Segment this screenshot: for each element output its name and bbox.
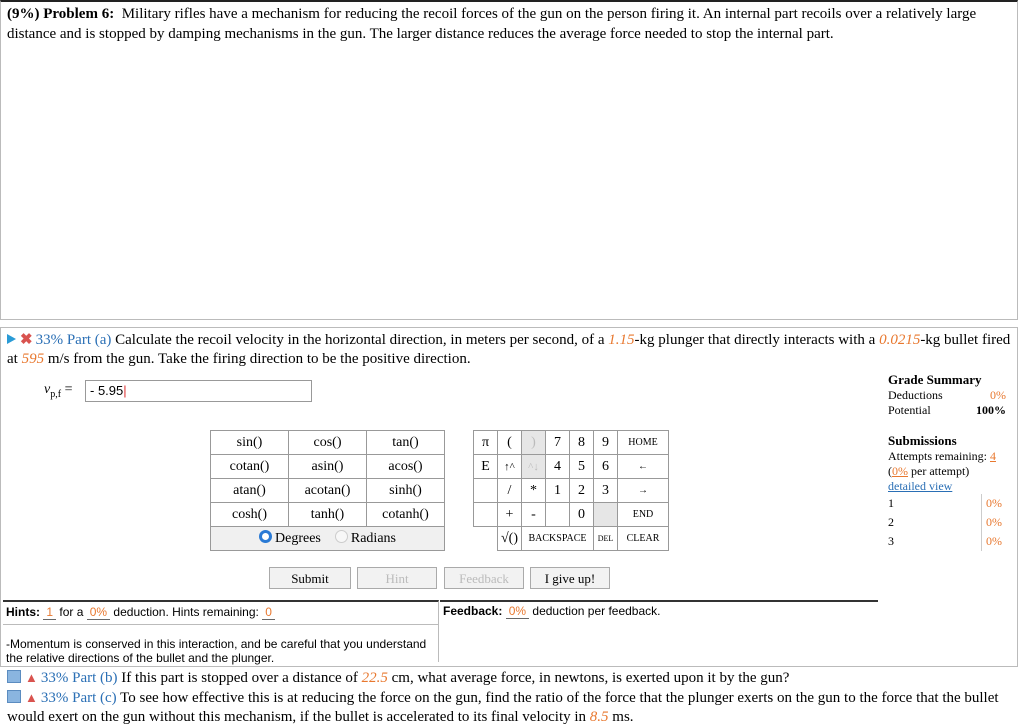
key-0[interactable]: 0 (570, 503, 594, 527)
submit-button[interactable]: Submit (269, 567, 351, 589)
part-a-text-1: Calculate the recoil velocity in the horizontal direction, in meters per second, of a (115, 332, 605, 348)
tanh-button[interactable]: tanh() (289, 503, 367, 527)
radians-label[interactable]: Radians (350, 531, 396, 546)
pi-button[interactable]: π (474, 431, 498, 455)
right-arrow-icon[interactable]: → (618, 479, 669, 503)
detailed-view-link[interactable]: detailed view (888, 479, 953, 493)
hints-for: for a (59, 605, 84, 619)
key-3[interactable]: 3 (594, 479, 618, 503)
atan-button[interactable]: atan() (211, 479, 289, 503)
feedback-pct: 0% (506, 604, 529, 619)
deductions-value: 0% (990, 388, 1006, 402)
hint-text: -Momentum is conserved in this interaction, and be careful that you understand the relative directions of the bullet and the plunger. (3, 624, 438, 665)
attempts-label: Attempts remaining: (888, 449, 987, 463)
warning-icon: ▲ (25, 670, 38, 685)
hints-panel (3, 600, 439, 665)
hints-pct: 0% (87, 605, 110, 620)
tan-button[interactable]: tan() (367, 431, 445, 455)
key-1[interactable]: 1 (546, 479, 570, 503)
cotan-button[interactable]: cotan() (211, 455, 289, 479)
key-9[interactable]: 9 (594, 431, 618, 455)
hints-remaining: 0 (262, 605, 275, 620)
key-6[interactable]: 6 (594, 455, 618, 479)
radians-radio[interactable] (335, 530, 348, 543)
deductions-label: Deductions (888, 388, 943, 402)
part-c-row (7, 688, 1019, 727)
acotan-button[interactable]: acotan() (289, 479, 367, 503)
per-attempt-pct: 0% (892, 464, 908, 478)
del-button[interactable]: DEL (594, 527, 618, 551)
multiply-button[interactable]: * (522, 479, 546, 503)
attempt-percent: 0% (981, 513, 1006, 532)
divide-button[interactable]: / (498, 479, 522, 503)
cotanh-button[interactable]: cotanh() (367, 503, 445, 527)
plus-button[interactable]: + (498, 503, 522, 527)
plunger-mass: 1.15 (608, 332, 635, 348)
attempt-number: 2 (888, 515, 894, 529)
bullet-mass: 0.0215 (879, 332, 921, 348)
part-a-text-4: m/s from the gun. Take the firing direction to be the positive direction. (47, 351, 471, 367)
stop-distance: 22.5 (361, 670, 388, 686)
key-7[interactable]: 7 (546, 431, 570, 455)
end-button[interactable]: END (618, 503, 669, 527)
hint-button[interactable]: Hint (357, 567, 437, 589)
empty-key (474, 503, 498, 527)
problem-text: Military rifles have a mechanism for reducing the recoil forces of the gun on the person firing it. An internal part recoils over a relatively large distance and is stopped by damping mechanisms in the gun. The larger distance reduces the average force needed to stop the internal part. (7, 6, 977, 42)
grade-title: Grade Summary (888, 372, 982, 387)
key-2[interactable]: 2 (570, 479, 594, 503)
feedback-text: deduction per feedback. (532, 604, 661, 618)
sqrt-button[interactable]: √() (498, 527, 522, 551)
degrees-radio[interactable] (259, 530, 272, 543)
key-5[interactable]: 5 (570, 455, 594, 479)
part-b-row (7, 668, 1019, 688)
warning-icon: ▲ (25, 690, 38, 705)
cosh-button[interactable]: cosh() (211, 503, 289, 527)
answer-eq: = (61, 382, 73, 397)
angle-mode (211, 527, 445, 551)
hints-label: Hints: (6, 605, 40, 619)
empty-key (594, 503, 618, 527)
calculator-keypad (210, 430, 669, 551)
part-b-text-2: cm, what average force, in newtons, is exerted upon it by the gun? (391, 670, 790, 686)
potential-label: Potential (888, 403, 931, 417)
superscript-down-button[interactable]: ^↓ (522, 455, 546, 479)
empty-key (546, 503, 570, 527)
open-paren-button[interactable]: ( (498, 431, 522, 455)
part-a-percent[interactable]: 33% Part (a) (35, 332, 112, 348)
attempt-number: 1 (888, 496, 894, 510)
potential-value: 100% (976, 403, 1006, 417)
sinh-button[interactable]: sinh() (367, 479, 445, 503)
key-8[interactable]: 8 (570, 431, 594, 455)
empty-key (474, 479, 498, 503)
close-paren-button[interactable]: ) (522, 431, 546, 455)
degrees-label[interactable]: Degrees (275, 531, 321, 546)
feedback-panel (440, 600, 878, 620)
e-button[interactable]: E (474, 455, 498, 479)
submissions-title: Submissions (888, 433, 957, 448)
asin-button[interactable]: asin() (289, 455, 367, 479)
hints-count: 1 (43, 605, 56, 620)
collapsed-icon[interactable] (7, 670, 21, 683)
bullet-speed: 595 (21, 351, 45, 367)
attempt-number: 3 (888, 534, 894, 548)
clear-button[interactable]: CLEAR (618, 527, 669, 551)
feedback-button[interactable]: Feedback (444, 567, 524, 589)
left-arrow-icon[interactable]: ← (618, 455, 669, 479)
hints-deduction: deduction. Hints remaining: (113, 605, 259, 619)
minus-button[interactable]: - (522, 503, 546, 527)
part-a-text-3: -kg bullet fired at (7, 332, 1011, 367)
feedback-label: Feedback: (443, 604, 503, 618)
give-up-button[interactable]: I give up! (530, 567, 610, 589)
per-attempt-label: per attempt) (911, 464, 970, 478)
problem-header: (9%) Problem 6: (7, 6, 115, 22)
home-button[interactable]: HOME (618, 431, 669, 455)
attempt-percent: 0% (981, 494, 1006, 513)
part-b-text-1: If this part is stopped over a distance of (121, 670, 358, 686)
problem-statement (0, 0, 1018, 320)
part-c-percent[interactable]: 33% Part (c) (40, 690, 117, 706)
incorrect-icon: ✖ (20, 332, 33, 348)
accel-time: 8.5 (589, 709, 609, 725)
answer-value: - 5.95 (90, 383, 124, 398)
attempts-remaining: 4 (989, 449, 996, 463)
grade-summary (888, 372, 1006, 418)
acos-button[interactable]: acos() (367, 455, 445, 479)
expand-arrow-icon[interactable] (7, 334, 16, 344)
part-a-text-2: -kg plunger that directly interacts with a (634, 332, 876, 348)
part-c-text-2: ms. (612, 709, 634, 725)
part-b-percent[interactable]: 33% Part (b) (40, 670, 118, 686)
answer-sub: p,f (50, 388, 62, 400)
answer-input[interactable]: - 5.95| (85, 380, 312, 402)
superscript-up-button[interactable]: ↑^ (498, 455, 522, 479)
attempt-percent: 0% (981, 532, 1006, 551)
part-c-text-1: To see how effective this is at reducing the force on the gun, find the ratio of the force that the plunger exerts on the gun to the force that the bullet would exert on the gun without this mechanism, if the bullet is accelerated to its final velocity in (7, 690, 999, 725)
cos-button[interactable]: cos() (289, 431, 367, 455)
collapsed-icon[interactable] (7, 690, 21, 703)
sin-button[interactable]: sin() (211, 431, 289, 455)
part-a-question (7, 331, 1017, 369)
key-4[interactable]: 4 (546, 455, 570, 479)
other-parts (7, 668, 1019, 727)
submissions-panel: Submissions Attempts remaining: 4 (0% per attempt) detailed view 1 0% 2 0% 3 0% (888, 433, 1006, 551)
answer-label (44, 382, 72, 400)
backspace-button[interactable]: BACKSPACE (522, 527, 594, 551)
answer-var: v (44, 382, 51, 397)
